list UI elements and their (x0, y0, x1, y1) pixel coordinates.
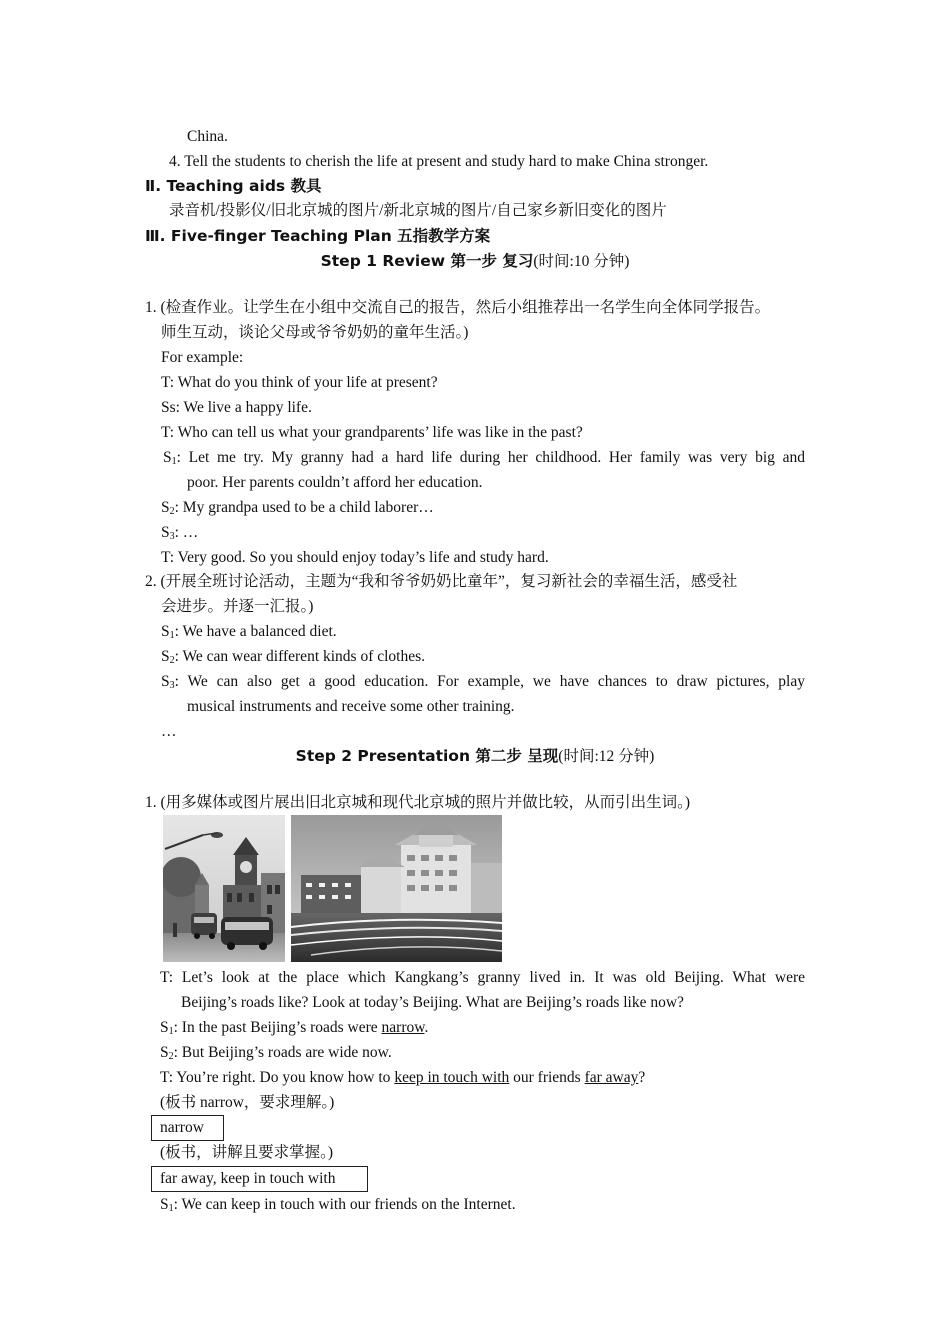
underlined-phrase: far away (584, 1069, 639, 1086)
speaker-label: S (161, 648, 170, 665)
blackboard-box: narrow (151, 1115, 224, 1141)
speaker-label: S (160, 1196, 169, 1213)
dialogue-text: T: You’re right. Do you know how to (160, 1069, 395, 1086)
ellipsis: … (161, 723, 177, 740)
dialogue-line (160, 1043, 392, 1063)
dialogue-line (161, 672, 805, 692)
dialogue-line (161, 647, 425, 667)
dialogue-text: . (424, 1019, 429, 1036)
blackboard-note: (板书，讲解且要求掌握。) (160, 1144, 334, 1161)
dialogue-text: : … (174, 524, 199, 541)
dialogue-text: our friends (509, 1069, 585, 1086)
section-heading-teaching-plan: Ⅲ. Five-finger Teaching Plan 五指教学方案 (145, 227, 491, 245)
for-example-label: For example: (161, 349, 244, 366)
dialogue-line-cont: Beijing’s roads like? Look at today’s Beijing. What are Beijing’s roads like now? (181, 994, 684, 1011)
step1-item2-line2: 会进步。并逐一汇报。) (161, 598, 314, 615)
dialogue-line-cont: poor. Her parents couldn’t afford her education. (187, 474, 483, 491)
dialogue-text: : We have a balanced diet. (174, 623, 337, 640)
dialogue-line (161, 523, 198, 543)
dialogue-line: T: What do you think of your life at present? (161, 374, 438, 391)
step1-item1-line2: 师生互动，谈论父母或爷爷奶奶的童年生活。) (161, 324, 469, 341)
speaker-number: 3 (169, 531, 175, 542)
step1-title-label: Step 1 Review 第一步 复习 (320, 252, 534, 270)
continuation-text: China. (187, 128, 228, 145)
speaker-label: S (160, 1019, 169, 1036)
dialogue-line (160, 1068, 645, 1088)
objective-item-4: 4. Tell the students to cherish the life at present and study hard to make China stronger. (169, 153, 709, 170)
dialogue-text: : But Beijing’s roads are wide now. (173, 1044, 392, 1061)
underlined-word: narrow (381, 1019, 425, 1036)
teaching-aids-text: 录音机/投影仪/旧北京城的图片/新北京城的图片/自己家乡新旧变化的图片 (169, 202, 667, 219)
dialogue-text: : We can wear different kinds of clothes. (174, 648, 426, 665)
dialogue-text: : In the past Beijing’s roads were (173, 1019, 382, 1036)
underlined-phrase: keep in touch with (394, 1069, 510, 1086)
speaker-label: S (161, 623, 170, 640)
dialogue-line: T: Who can tell us what your grandparents’ life was like in the past? (161, 424, 583, 441)
dialogue-line: T: Let’s look at the place which Kangkang’s granny lived in. It was old Beijing. What were (160, 969, 805, 986)
speaker-number: 2 (169, 506, 175, 517)
speaker-number: 3 (169, 680, 175, 691)
step1-item1-line1: 1. (检查作业。让学生在小组中交流自己的报告，然后小组推荐出一名学生向全体同学报告。 (145, 299, 771, 316)
dialogue-text: : My grandpa used to be a child laborer… (174, 499, 434, 516)
step1-time: (时间:10 分钟) (533, 253, 630, 270)
speaker-label: S (163, 449, 172, 466)
dialogue-text: : We can also get a good education. For example, we have chances to draw pictures, play (174, 673, 805, 690)
speaker-number: 2 (168, 1051, 174, 1062)
speaker-number: 1 (168, 1026, 174, 1037)
dialogue-line (161, 622, 337, 642)
step1-title (0, 251, 950, 272)
step2-title (0, 746, 950, 767)
speaker-label: S (161, 499, 170, 516)
dialogue-text: : We can keep in touch with our friends on the Internet. (173, 1196, 516, 1213)
new-beijing-photo (291, 815, 502, 962)
speaker-label: S (161, 673, 170, 690)
blackboard-box: far away, keep in touch with (151, 1166, 368, 1192)
dialogue-line: Ss: We live a happy life. (161, 399, 312, 416)
dialogue-text: : Let me try. My granny had a hard life during her childhood. Her family was very big and (176, 449, 805, 466)
step2-time: (时间:12 分钟) (558, 748, 655, 765)
dialogue-line: T: Very good. So you should enjoy today’s life and study hard. (161, 549, 549, 566)
speaker-number: 2 (169, 655, 175, 666)
step2-title-label: Step 2 Presentation 第二步 呈现 (295, 747, 559, 765)
old-beijing-photo (163, 815, 285, 962)
speaker-number: 1 (169, 630, 175, 641)
section-heading-teaching-aids: Ⅱ. Teaching aids 教具 (145, 177, 322, 195)
dialogue-text: ? (638, 1069, 646, 1086)
dialogue-line (160, 1018, 428, 1038)
speaker-label: S (160, 1044, 169, 1061)
dialogue-line-cont: musical instruments and receive some other training. (187, 698, 515, 715)
speaker-number: 1 (168, 1203, 174, 1214)
step2-item1: 1. (用多媒体或图片展出旧北京城和现代北京城的照片并做比较，从而引出生词。) (145, 794, 691, 811)
dialogue-line (160, 1195, 516, 1215)
speaker-label: S (161, 524, 170, 541)
dialogue-line (161, 498, 434, 518)
blackboard-note: (板书 narrow，要求理解。) (160, 1094, 335, 1111)
step1-item2-line1: 2. (开展全班讨论活动，主题为“我和爷爷奶奶比童年”，复习新社会的幸福生活，感受社 (145, 573, 738, 590)
dialogue-line (163, 448, 805, 468)
speaker-number: 1 (171, 456, 177, 467)
